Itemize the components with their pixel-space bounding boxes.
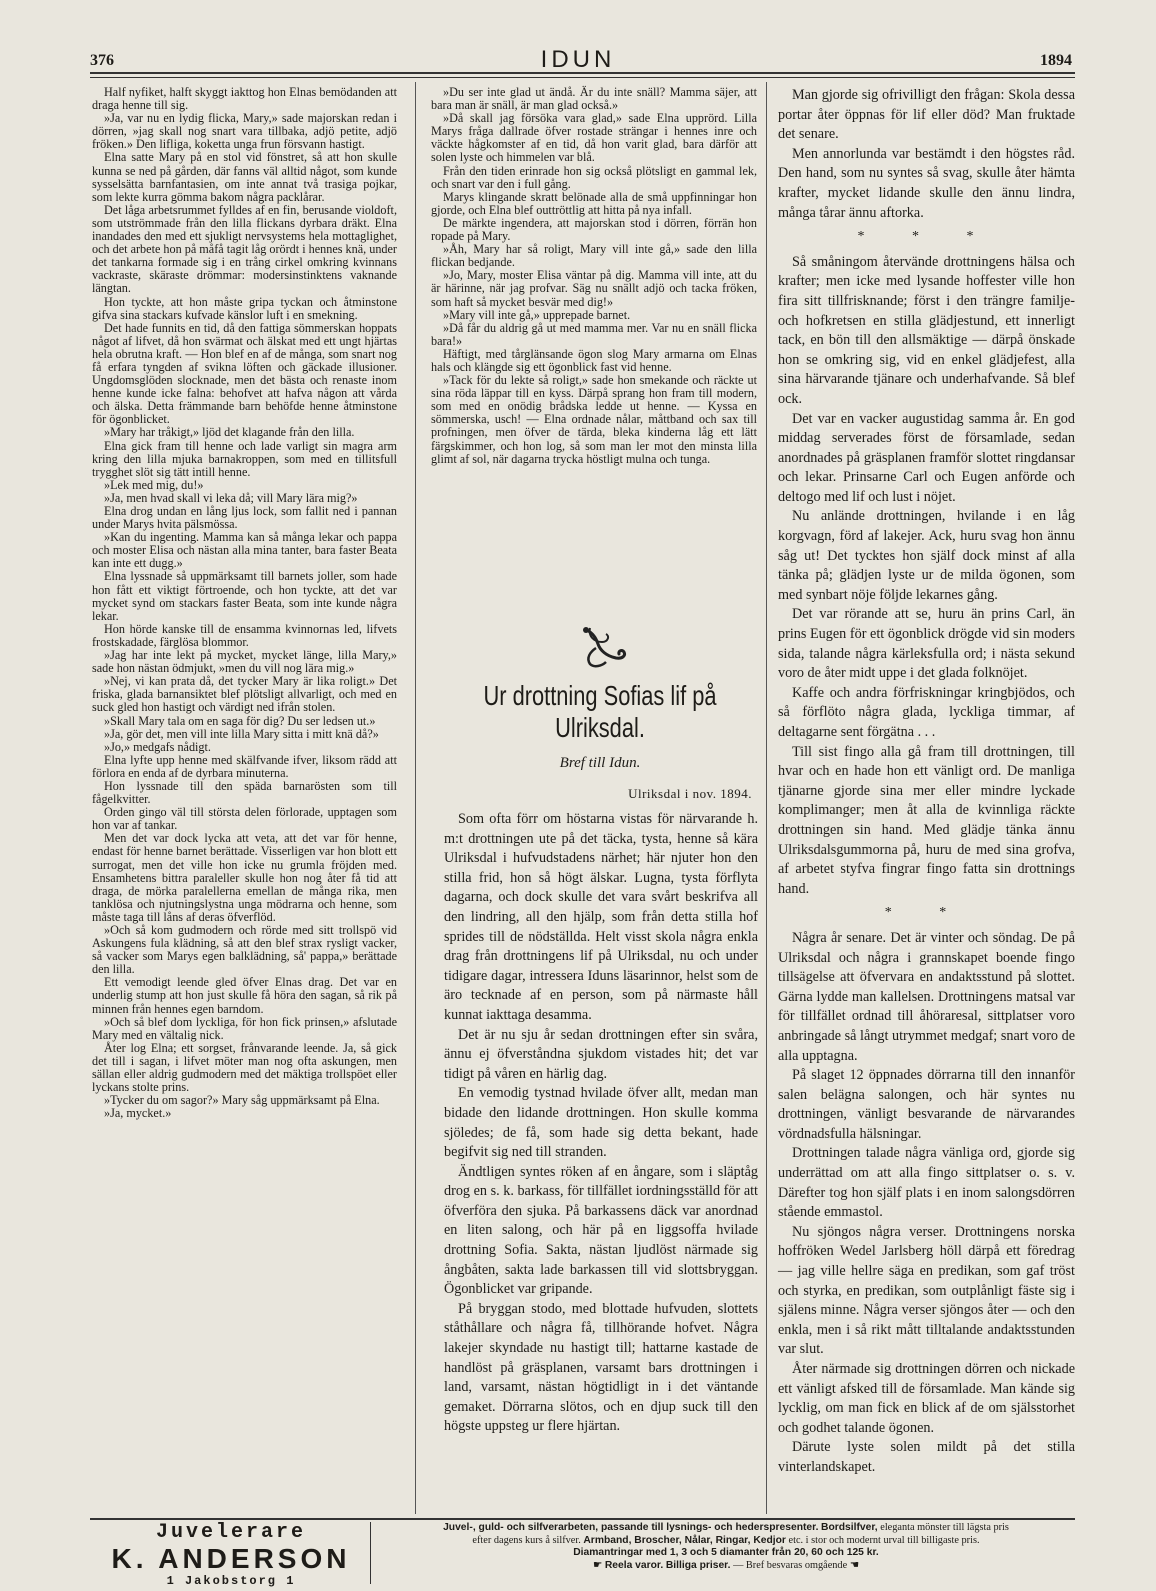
paragraph: »Skall Mary tala om en saga för dig? Du ser ledsen ut.» — [104, 713, 376, 728]
paragraph: Till sist fingo alla gå fram till drottningen, till hvar och en hade hon ett vänligt ord. De manliga tjänarne gjorde sina mer eller mindre lyckade komplimanger; men åt alla de kvinnliga räckte drottningen sin hand. Med glädje tänka ännu Ulriksdalsgummorna på, huru de med sina grofva, af arbetet styfva fingrar fingo fatta sin drottnings hand. — [778, 743, 1075, 897]
ad-prices: Billiga priser. — [665, 1559, 731, 1571]
paragraph: De märkte ingendera, att majorskan stod i dörren, förrän hon ropade på Mary. — [431, 215, 757, 244]
ad-jewelry: Armband, Broscher, Nålar, Ringar, Kedjor — [583, 1534, 786, 1546]
paragraph: Hon tyckte, att hon måste gripa tyckan och åtminstone gifva sina stackars kufvade känslor luft i en smekning. — [92, 294, 397, 322]
paragraph: »Ja, mycket.» — [104, 1106, 172, 1121]
ad-line — [376, 1522, 1076, 1535]
paragraph: Det är nu sju år sedan drottningen efter sin svåra, ännu ej öfverståndna sjukdom vistades hit; det var tidigt på våren en härlig dag. — [444, 1026, 758, 1082]
ad-profession: Juvelerare — [155, 1521, 307, 1544]
paragraph: Det var rörande att se, huru än prins Carl, än prins Eugen för ett ögonblick drögde vid sin moders sida, talande några kärleksfulla ord; i nästa sekund voro de åter midt uppe i det glada folknöjet. — [778, 606, 1075, 682]
paragraph: »Åh, Mary har så roligt, Mary vill inte gå,» sade den lilla flickan bedjande. — [431, 242, 757, 270]
paragraph: »Då får du aldrig gå ut med mamma mer. Var nu en snäll flicka bara!» — [431, 320, 757, 348]
ad-address: 1 Jakobstorg 1 — [166, 1574, 296, 1588]
paragraph: »Jo,» medgafs nådigt. — [104, 739, 211, 754]
paragraph: Hon hörde kanske till de ensamma kvinnornas led, lifvets frostskadade, färglösa blommor. — [92, 621, 397, 649]
paragraph: Elna satte Mary på en stol vid fönstret, så att hon skulle kunna se ned på gården, där fanns väl alltid något, som kunde sysselsätta barnfantasien, om inte annat två trasiga pojkar, som lekte kurra gömma bakom några packlårar. — [92, 150, 397, 204]
paragraph: Några år senare. Det är vinter och söndag. De på Ulriksdal och några i grannskapet boende fingo tillsägelse att öfvervara en andaktsstund på slottet. Gärna lydde man kallelsen. Drottningens matsal var för tillfället ordnad till åhöraresal, sittplatser voro anbringade så långt utrymmet medgaf; snart voro de alla upptagna. — [778, 929, 1075, 1064]
paragraph: Elna lyssnade så uppmärksamt till barnets joller, som hade hon fått ett viktigt förtroende, och hon tyckte, att det var mycket synd om stackars faster Beata, som inte kunde några lekar. — [92, 569, 397, 623]
paragraph: Half nyfiket, halft skyggt iakttog hon Elnas bemödanden att draga henne till sig. — [92, 85, 397, 113]
paragraph: Men det var dock lycka att veta, att det var för henne, endast för henne barnet berättade. Visserligen var hon blott ett surrogat, men det ville hon icke nu grumla fröjden med. Ensamhetens bittra paraleller skulle hon nog åter få tid att draga, de mörka paralellerna emellan de många rika, men tanklösa och njutningslystna unga mödrarna och henne, som måste taga till låns af deras öfverflöd. — [92, 831, 397, 924]
paragraph: Elna drog undan en lång ljus lock, som fallit ned i pannan under Marys hvita pälsmössa. — [92, 504, 397, 532]
paragraph: Det hade funnits en tid, då den fattiga sömmerskan hoppats något af lifvet, då hon svärmat och älskat med ett ungt hjärtas hela obrutna kraft. — Hon blef en af de många, som snart nog få erfara tyngden af svikna löften och gäckade illusioner. Ungdomsglöden slocknade, men det bästa och renaste inom henne kunde icke falna: behofvet att hafva någon att vårda och älska. Detta främmande barn behöfde henne åtminstone för ögonblicket. — [92, 320, 397, 427]
paragraph: Marys klingande skratt belönade alla de små uppfinningar hon gjorde, och Elna blef outtröttlig att hitta på nya infall. — [431, 189, 757, 217]
paragraph: Så småningom återvände drottningens hälsa och krafter; men icke med lysande hoffester ville hon fira sitt tillfrisknande; först i den trängre familje- och hofkretsen en stilla glädjestund, ett innerligt tack, en bön till den allsmäktige — därpå önskade hon se omkring sig, vid en enkel glädjefest, alla sina härvarande tjänare och underhafvande. Så blef ock. — [778, 253, 1075, 407]
paragraph: »Ja, men hvad skall vi leka då; vill Mary lära mig?» — [104, 490, 358, 505]
paragraph: »Tycker du om sagor?» Mary såg uppmärksamt på Elna. — [104, 1093, 380, 1108]
paragraph: Det låga arbetsrummet fylldes af en fin, berusande violdoft, som utströmmade från den lilla flickans dyrbara dräkt. Elna inandades den med ett sjukligt nervsystems hela mottaglighet, och det arbete hon på måfå tagit låg orördt i hennes knä, under det tankarna formade sig i en trång cirkel omkring kvinnans vackraste, skäraste drömmar: modersinstinktens vaknande längtan. — [92, 202, 397, 296]
paragraph: »Och så kom gudmodern och rörde med sitt trollspö vid Askungens fula klädning, så att den blef strax rysligt vacker, så vacker som Marys egen balklädning, så' pappa,» berättade den lilla. — [92, 923, 397, 977]
paragraph: Elna lyfte upp henne med skälfvande ifver, liksom rädd att förlora en enda af de dyrbara minuterna. — [92, 752, 397, 780]
article-dateline: Ulriksdal i nov. 1894. — [628, 786, 752, 801]
paragraph: »Och så blef dom lyckliga, för hon fick prinsen,» afslutade Mary med en vältalig nick. — [92, 1014, 397, 1042]
paragraph: Kaffe och andra förfriskningar kringbjödos, och så förflöto några glada, lyckliga timmar, af deltagarne sent förgätna . . . — [778, 684, 1075, 740]
paragraph: Häftigt, med tårglänsande ögon slog Mary armarna om Elnas hals och klängde sig ett ögonblick fast vid henne. — [431, 346, 757, 374]
paragraph: »Ja, var nu en lydig flicka, Mary,» sade majorskan redan i dörren, »jag skall nog snart vara tillbaka, adjö petite, adjö fröken.» Den lifliga, koketta unga frun försvann hastigt. — [92, 111, 397, 152]
paragraph: Som ofta förr om höstarna vistas för närvarande h. m:t drottningen ute på det täcka, tysta, henne så kära Ulriksdal i hufvudstadens närhet; här njuter hon den stilla frid, hon så högt älskar. Lugna, tysta förflyta dagarna, och dock skulle det vara svårt beskrifva all den lindring, all den hjälp, som från detta stilla hof sprides till de nödställda. Helt visst skola några enkla drag från drottningens lif på Ulriksdal, nu och under tidigare dagar, intressera Iduns läsarinnor, helst som de äro tecknade af en person, som på närmaste håll kunnat iakttaga desamma. — [444, 811, 758, 1023]
paragraph: Nu anlände drottningen, hvilande i en låg korgvagn, förd af lakejer. Ack, huru svag hon ännu såg ut! Det tycktes hon själf dock minst af alla tänka på; glädjen lyste ur de milda ögonen, som med synbart nöje följde lekarnes gång. — [778, 508, 1075, 603]
ad-line — [376, 1547, 1076, 1560]
ad-quality: Reela varor. — [604, 1559, 664, 1571]
paragraph: »Då skall jag försöka vara glad,» sade Elna upprörd. Lilla Marys fråga dallrade öfver rostade strängar i hennes inre och väckte hågkomster af en tid, då hon varit glad, bara därför att solen lyste och himmelen var blå. — [431, 111, 757, 165]
paragraph: »Nej, vi kan prata då, det tycker Mary är lika roligt.» Det friska, glada barnansiktet blef plötsligt allvarligt, och med en suck gled hon hastigt och värdigt ned ifrån stolen. — [92, 674, 397, 715]
ad-diamond-rings: Diamantringar med 1, 3 och 5 diamanter från 20, 60 och 125 kr. — [573, 1547, 879, 1558]
paragraph: »Tack för du lekte så roligt,» sade hon smekande och räckte ut sina röda läppar till en kyss. Därpå sprang hon fram till modern, som med en onödig brådska ledde ut henne. — Kyssa en sömmerska, usch! — Elna ordnade nålar, måttband och sax till profningen, men öfver de tärda, bleka kinderna låg ett lätt färgskimmer, och hon log, så som man ler mot den minsta lilla glimt af sol, när dagarna trycka höstligt mulna och tunga. — [431, 373, 757, 466]
decorative-ornament-icon — [572, 622, 632, 672]
paragraph: Men annorlunda var bestämdt i den högstes råd. Den hand, som nu syntes så svag, skulle åter hämta krafter, mycket lidande skulle den ännu lindra, många tårar ännu aftorka. — [778, 145, 1075, 221]
paragraph: Drottningen talade några vänliga ord, gjorde sig underrättad om att alla fingo sittplatser o. s. v. Därefter tog hon själf plats i en inom salongsdörren stående emmastol. — [778, 1145, 1075, 1221]
paragraph: På bryggan stodo, med blottade hufvuden, slottets ståthållare och några få, tillhörande hofvet. Några lakejer skyndade nu hastigt till; hattarne kastade de handlöst på gräsplanen, varsamt bars drottningen i land, varsamt, nästan högtidligt in i det väntande gemaket. Dörrarna slötos, och en djup suck till den högste uppsteg ur flere hjärtan. — [444, 1300, 758, 1435]
year: 1894 — [1040, 52, 1072, 69]
ad-products: Juvel-, guld- och silfverarbeten, passande till lysnings- och hederspresenter. — [443, 1522, 819, 1533]
paragraph: »Jag har inte lekt på mycket, mycket länge, lilla Mary,» sade hon nästan ödmjukt, »men du vill nog lära mig.» — [92, 648, 397, 676]
ad-reply: — Bref besvaras omgående — [733, 1559, 848, 1571]
paragraph: Orden gingo väl till största delen förlorade, upptagen som hon var af tankar. — [92, 805, 397, 833]
pointing-hand-left-icon: ☚ — [849, 1559, 859, 1571]
header-rule-thin — [90, 77, 1075, 78]
ad-rule — [90, 1518, 1075, 1520]
paragraph: En vemodig tystnad hvilade öfver allt, medan man bidade den lidande drottningen. Hon skulle komma sjöledes; de få, som hade sig detta bekant, hade begifvit sig ned till stranden. — [444, 1085, 758, 1161]
ad-text — [376, 1522, 1076, 1572]
paragraph: Nu sjöngos några verser. Drottningens norska hoffröken Wedel Jarlsberg höll därpå ett föredrag — jag ville hellre säga en predikan, som gaf tröst och styrka, en predikan, som outplånligt fäste sig i själens minne. Några verser sjöngos åter — och den enkla, men i så rikt mått tilltalande andaktsstunden var slut. — [778, 1223, 1075, 1358]
paragraph: Från den tiden erinrade hon sig också plötsligt en gammal lek, och snart var den i full gång. — [431, 163, 757, 191]
paragraph: »Mary har tråkigt,» ljöd det klagande från den lilla. — [104, 425, 355, 440]
jeweler-ad-logo — [100, 1522, 362, 1588]
paragraph: Åter närmade sig drottningen dörren och nickade ett vänligt afsked till de församlade. Man kände sig lycklig, om man fick en blick af de om själsstorhet och godhet talande ögonen. — [778, 1361, 1075, 1436]
paragraph: »Ja, gör det, men vill inte lilla Mary sitta i mitt knä då?» — [104, 726, 379, 741]
paragraph: »Du ser inte glad ut ändå. Är du inte snäll? Mamma säjer, att bara man är snäll, är man glad också.» — [431, 85, 757, 113]
paragraph: Ett vemodigt leende gled öfver Elnas drag. Det var en underlig stump att hon just skulle få höra den sagan, så rik på minnen från hennes egen barndom. — [92, 975, 397, 1016]
paragraph: »Jo, Mary, moster Elisa väntar på dig. Mamma vill inte, att du är härinne, när jag profvar. Säg nu snällt adjö och tacka fröken, som haft så mycket besvär med dig!» — [431, 268, 757, 309]
ad-silver-note: eleganta mönster till lägsta pris — [880, 1522, 1009, 1533]
article-subtitle: Bref till Idun. — [559, 755, 641, 771]
magazine-title: IDUN — [540, 46, 616, 73]
article-column-2 — [444, 810, 758, 1437]
paragraph: »Mary vill inte gå,» upprepade barnet. — [443, 307, 631, 322]
ad-company-name: K. ANDERSON — [111, 1543, 351, 1574]
article-title: Ur drottning Sofias lif på Ulriksdal. — [483, 680, 717, 743]
ad-line — [376, 1535, 1076, 1548]
article-column-3 — [778, 86, 1075, 1478]
paragraph: Det var en vacker augustidag samma år. En god middag serverades först de församlade, sedan anordnades på gräsplanen framför slottet ringdansar och lekar. Prinsarne Carl och Eugen anförde och deltogo med lif och lust i nöjet. — [778, 410, 1075, 505]
ad-line — [376, 1560, 1076, 1573]
paragraph: Därute lyste solen mildt på det stilla vinterlandskapet. — [778, 1439, 1075, 1475]
paragraph: Elna gick fram till henne och lade varligt sin magra arm kring den lilla mjuka barnakroppen, som med en tillitsfull trygghet slöt sig tätt intill henne. — [92, 438, 397, 479]
paragraph: Ändtligen syntes röken af en ångare, som i släptåg drog en s. k. barkass, för tillfället iordningsställd för att öfverföra den sjuka. På barkassens däck var anordnad en liten salong, och här på en liggsoffa hvilade drottning Sofia. Sakta, nästan ljudlöst närmade sig ångbåten, sakta lade barkassen till vid slottsbryggan. Ögonblicket var gripande. — [444, 1163, 758, 1298]
section-break-stars: * * * — [857, 229, 996, 245]
paragraph: På slaget 12 öppnades dörrarna till den innanför salen belägna salongen, och här syntes nu drottningen, vänligt besvarande de närvarandes vördnadsfulla hälsningar. — [778, 1067, 1075, 1142]
column-divider — [415, 82, 416, 1514]
paragraph: Hon lyssnade till den späda barnarösten som till fågelkvitter. — [92, 778, 397, 807]
ad-silver-rate: efter dagens kurs å silfver. — [472, 1534, 581, 1546]
ad-silver: Bordsilfver, — [821, 1522, 878, 1533]
story-column-1 — [92, 86, 397, 1120]
ad-jewelry-note: etc. i stor och modernt urval till billigaste pris. — [788, 1534, 980, 1546]
column-divider — [766, 82, 767, 1514]
paragraph: Åter log Elna; ett sorgset, frånvarande leende. Ja, så gick det till i sagan, i lifvet möter man nog ofta askungen, men sällan eller aldrig gudmodern med det mäktiga trollspöet eller lyckans stolte prins. — [92, 1040, 397, 1095]
ad-divider — [370, 1522, 371, 1584]
story-column-2 — [431, 86, 757, 466]
paragraph: »Lek med mig, du!» — [104, 477, 204, 492]
paragraph: »Kan du ingenting. Mamma kan så många lekar och pappa och moster Elisa och nästan alla mina tanter, bara faster Beata kan inte ett dugg.» — [92, 530, 397, 571]
page-number: 376 — [90, 52, 114, 69]
header-rule — [90, 72, 1075, 74]
section-break-stars: * * — [884, 905, 969, 921]
pointing-hand-icon: ☛ — [593, 1559, 603, 1571]
paragraph: Man gjorde sig ofrivilligt den frågan: Skola dessa portar åter öppnas för lif eller död? Man fruktade det senare. — [778, 87, 1075, 143]
